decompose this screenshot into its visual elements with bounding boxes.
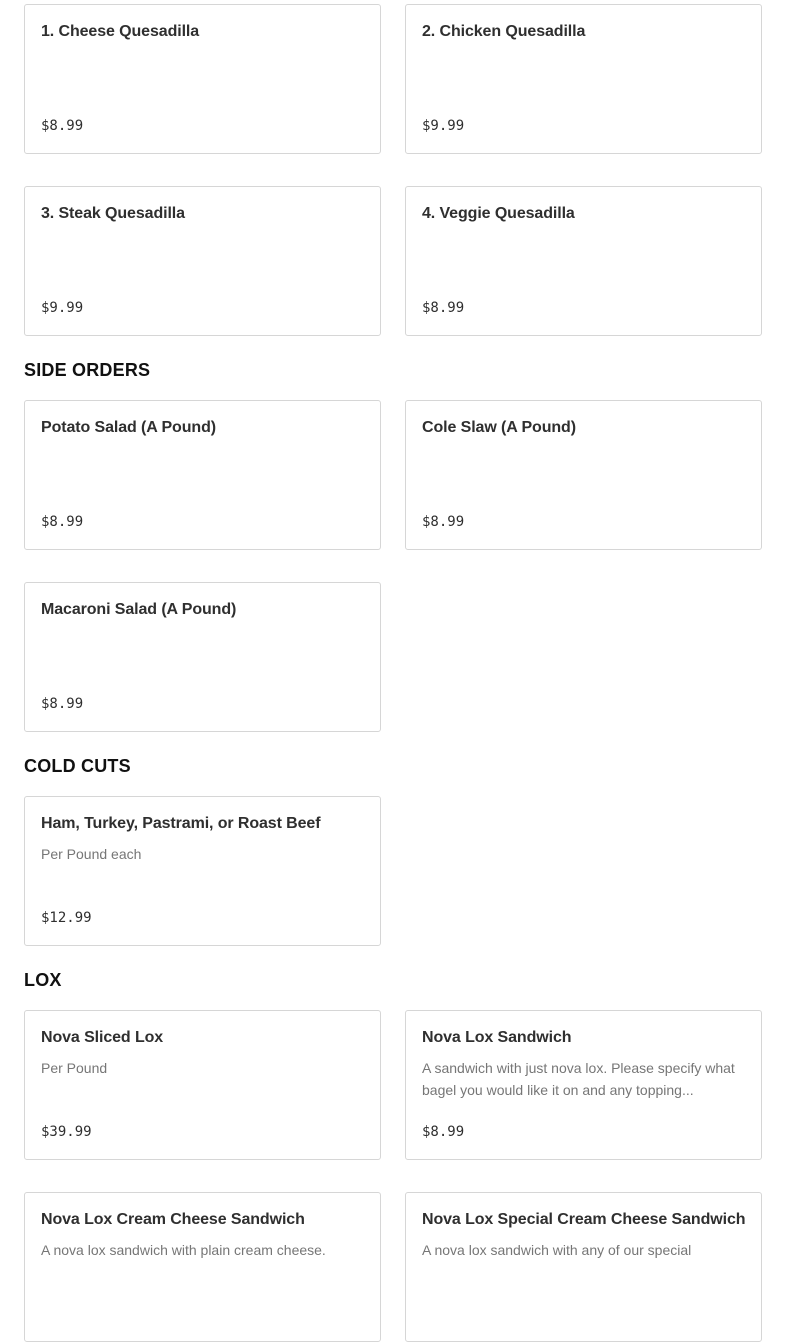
item-name: Macaroni Salad (A Pound): [41, 601, 237, 618]
item-name: Nova Lox Cream Cheese Sandwich: [41, 1211, 305, 1228]
item-price: $8.99: [41, 514, 84, 530]
item-description: Per Pound each: [41, 846, 142, 862]
item-description: Per Pound: [41, 1060, 108, 1076]
item-name: Nova Sliced Lox: [41, 1029, 164, 1046]
item-price: $9.99: [422, 118, 465, 134]
menu-item-card[interactable]: [24, 796, 381, 946]
item-price: $8.99: [41, 118, 84, 134]
item-price: $9.99: [41, 300, 84, 316]
item-name: Cole Slaw (A Pound): [422, 419, 576, 436]
item-name: Potato Salad (A Pound): [41, 419, 216, 436]
section-title-side-orders: SIDE ORDERS: [24, 360, 151, 380]
section-title-cold-cuts: COLD CUTS: [24, 756, 131, 776]
menu-item-card[interactable]: [24, 4, 381, 154]
item-name: 1. Cheese Quesadilla: [41, 23, 200, 40]
section-title-lox: LOX: [24, 970, 62, 990]
menu-item-card[interactable]: [24, 400, 381, 550]
menu-item-card[interactable]: [24, 186, 381, 336]
menu-item-card[interactable]: [24, 1192, 381, 1342]
item-name: 2. Chicken Quesadilla: [422, 23, 586, 40]
item-price: $8.99: [41, 696, 84, 712]
menu-item-card[interactable]: [24, 1010, 381, 1160]
item-price: $8.99: [422, 300, 465, 316]
menu-item-card[interactable]: [24, 582, 381, 732]
item-price: $12.99: [41, 910, 92, 926]
item-description: A nova lox sandwich with any of our special: [422, 1242, 692, 1258]
item-description: A sandwich with just nova lox. Please specify what bagel you would like it on and any topping...: [422, 1060, 735, 1098]
menu-item-card[interactable]: [405, 1010, 762, 1160]
item-name: 4. Veggie Quesadilla: [422, 205, 575, 222]
menu-item-card[interactable]: [405, 4, 762, 154]
item-description: A nova lox sandwich with plain cream cheese.: [41, 1242, 326, 1258]
item-name: 3. Steak Quesadilla: [41, 205, 185, 222]
item-price: $8.99: [422, 1124, 465, 1140]
menu-item-card[interactable]: [405, 1192, 762, 1342]
item-price: $39.99: [41, 1124, 92, 1140]
item-price: $8.99: [422, 514, 465, 530]
menu-item-card[interactable]: [405, 400, 762, 550]
menu-item-card[interactable]: [405, 186, 762, 336]
item-name: Nova Lox Special Cream Cheese Sandwich: [422, 1211, 746, 1228]
item-name: Nova Lox Sandwich: [422, 1029, 572, 1046]
item-name: Ham, Turkey, Pastrami, or Roast Beef: [41, 815, 321, 832]
